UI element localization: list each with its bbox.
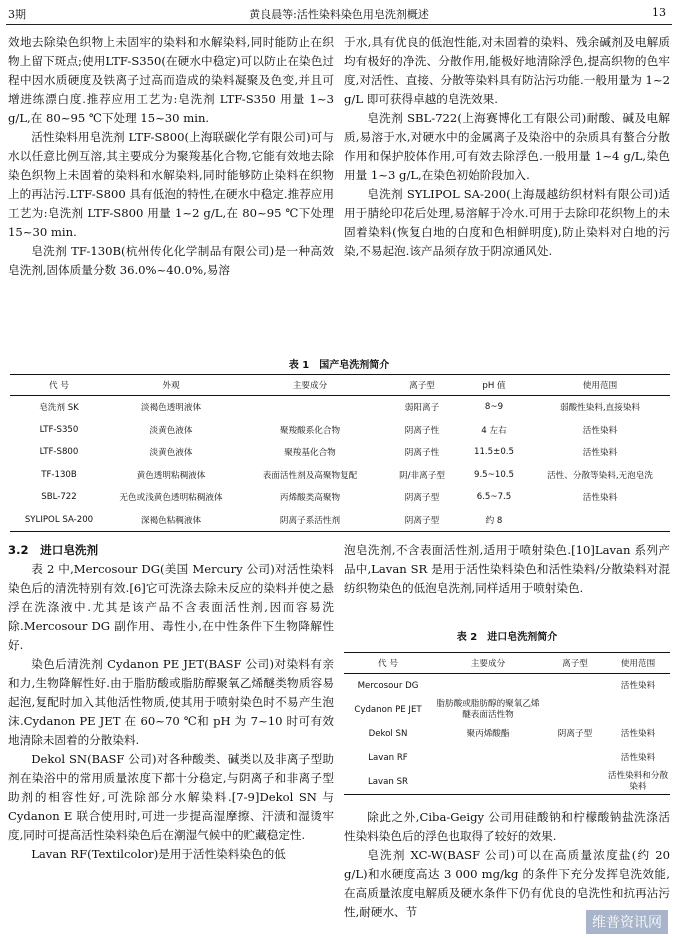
table-cell xyxy=(544,674,606,699)
table-cell: 丙烯酸类高聚物 xyxy=(279,493,341,504)
table-cell: Mercosour DG xyxy=(357,680,419,691)
watermark: 维普资讯网 xyxy=(586,910,668,934)
section-heading: 3.2 进口皂洗剂 xyxy=(8,543,99,557)
table-header: 主要成分 xyxy=(432,653,544,674)
table-cell: 阴离子系活性剂 xyxy=(279,515,341,526)
table-header: 代 号 xyxy=(344,653,432,674)
table-cell: 聚羧基化合物 xyxy=(284,448,336,459)
table-cell: 活性染料 xyxy=(582,493,618,504)
table-cell: 无色或浅黄色透明粘稠液体 xyxy=(119,493,223,504)
left-column-top xyxy=(8,33,334,280)
table-cell: 11.5±0.5 xyxy=(473,447,514,458)
table-row xyxy=(344,722,670,746)
table1-caption: 表 1 国产皂洗剂简介 xyxy=(288,360,390,371)
table-header-row xyxy=(344,653,670,674)
table-cell: 弱阳离子 xyxy=(404,403,440,414)
header-divider xyxy=(6,24,672,25)
table-header: 外观 xyxy=(108,375,234,396)
table-cell: 阴/非离子型 xyxy=(399,470,445,481)
right-column-top xyxy=(344,33,670,261)
table-cell: 约 8 xyxy=(485,515,503,526)
right-column-bottom xyxy=(344,808,670,922)
table-cell: 8~9 xyxy=(484,402,504,413)
table1 xyxy=(10,374,670,532)
paragraph: 皂洗剂 TF-130B(杭州传化化学制品有限公司)是一种高效皂洗剂,固体质量分数 36.0%~40.0%,易溶 xyxy=(8,244,334,277)
table-cell: 淡褐色透明液体 xyxy=(140,403,202,414)
table-cell: 阴离子性 xyxy=(404,425,440,436)
table-cell xyxy=(234,396,386,419)
table-cell: 活性染料 xyxy=(620,680,656,691)
table2-caption: 表 2 进口皂洗剂简介 xyxy=(456,632,558,643)
table-cell: 阴离子型 xyxy=(557,728,593,739)
table-cell: 深褐色粘稠液体 xyxy=(140,515,202,526)
table-cell: 阴离子型 xyxy=(404,493,440,504)
table-cell: 活性染料 xyxy=(582,448,618,459)
table-cell: Dekol SN xyxy=(368,728,408,739)
table-row xyxy=(10,486,670,509)
table-row xyxy=(344,674,670,699)
table-cell: 聚丙烯酸酯 xyxy=(466,728,510,739)
table-cell: 脂肪酸或脂肪醇的聚氧乙烯醚表面活性物 xyxy=(436,699,540,720)
table-row xyxy=(344,770,670,795)
left-column-bottom xyxy=(8,541,334,864)
right-column-middle xyxy=(344,541,670,598)
table-cell: 黄色透明粘稠液体 xyxy=(136,470,206,481)
running-header xyxy=(8,4,670,22)
table2 xyxy=(344,652,670,795)
table-cell: 活性染料 xyxy=(582,425,618,436)
paragraph: Dekol SN(BASF 公司)对各种酸类、碱类以及非离子型助剂在染浴中的常用质量浓度下都十分稳定,与阴离子和非离子型助剂的相容性好,可洗除部分水解染料.[7-9]Dekol SN 与 Cydanon E 联合使用时,可进一步提高湿摩擦、汗渍和湿烫牢度,同时可提高活性染料染色后在潮湿气候中的贮藏稳定性. xyxy=(8,752,334,842)
table-cell: Lavan SR xyxy=(367,776,408,787)
table-cell: Cydanon PE JET xyxy=(354,704,422,715)
table-cell: 阴离子型 xyxy=(404,515,440,526)
table-row xyxy=(10,441,670,464)
table-cell xyxy=(544,698,606,722)
table-row xyxy=(344,746,670,770)
table-cell: 9.5~10.5 xyxy=(473,469,514,480)
table-cell: 皂洗剂 SK xyxy=(39,403,79,414)
table-cell xyxy=(432,746,544,770)
paragraph: 除此之外,Ciba-Geigy 公司用硅酸钠和柠檬酸钠盐洗涤活性染料染色后的浮色也取得了较好的效果. xyxy=(344,810,670,843)
running-title: 黄良晨等:活性染料染色用皂洗剂概述 xyxy=(249,8,429,21)
table-row xyxy=(10,509,670,532)
paragraph: 泡皂洗剂,不含表面活性剂,适用于喷射染色.[10]Lavan 系列产品中,Lavan SR 是用于活性染料染色和活性染料/分散染料对混纺织物染色的低泡皂洗剂,同样适用于喷射染色. xyxy=(344,543,670,595)
table-cell xyxy=(606,698,670,722)
table-cell: 淡黄色液体 xyxy=(149,448,193,459)
table-header: 使用范围 xyxy=(606,653,670,674)
paragraph: 于水,具有优良的低泡性能,对未固着的染料、残余碱剂及电解质均有极好的净洗、分散作用,能极好地清除浮色,提高织物的色牢度,对活性、直接、分散等染料具有防沾污功能.一般用量为 1~2 g/L 即可获得卓越的皂洗效果. xyxy=(344,35,670,106)
table-cell: 活性、分散等染料,无泡皂洗 xyxy=(547,470,653,481)
table-header: 主要成分 xyxy=(234,375,386,396)
paragraph: 皂洗剂 XC-W(BASF 公司)可以在高质量浓度盐(约 20 g/L)和水硬度高达 3 000 mg/kg 的条件下充分发挥皂洗效能,在高质量浓度电解质及硬水条件下仍有优良的皂洗性和抗再沾污性,耐硬水、节 xyxy=(344,848,670,919)
table-row xyxy=(10,419,670,442)
table-cell: 活性染料 xyxy=(620,752,656,763)
table-cell: 阴离子性 xyxy=(404,448,440,459)
table-cell: 活性染料和分散染料 xyxy=(607,771,669,792)
table-row xyxy=(10,464,670,487)
table-cell: TF-130B xyxy=(41,469,77,480)
table-cell: LTF-S350 xyxy=(39,424,79,435)
table-cell: SBL-722 xyxy=(41,492,77,503)
table-cell xyxy=(544,746,606,770)
table-cell: Lavan RF xyxy=(368,752,408,763)
table-cell xyxy=(530,509,670,532)
issue-number: 3期 xyxy=(8,8,26,21)
paragraph: 活性染料用皂洗剂 LTF-S800(上海联碳化学有限公司)可与水以任意比例互溶,其主要成分为聚羧基化合物,它能有效地去除染色织物上未固着的染料和水解染料,同时能够防止染料在织物上的再沾污.LTF-S800 具有低泡的特性,在硬水中稳定.推荐应用工艺为:皂洗剂 LTF-S800 用量 1~2 g/L,在 80~95 ℃下处理 15~30 min. xyxy=(8,130,334,239)
table-header-row xyxy=(10,375,670,396)
paragraph: 表 2 中,Mercosour DG(美国 Mercury 公司)对活性染料染色后的清洗特别有效.[6]它可洗涤去除未反应的染料并使之悬浮在洗涤液中.尤其是该产品不含表面活性剂,因而容易洗除.Mercosour DG 副作用、毒性小,在中性条件下生物降解性好. xyxy=(8,562,334,652)
page-number: 13 xyxy=(652,6,666,19)
table-cell: LTF-S800 xyxy=(39,447,79,458)
table-cell xyxy=(432,770,544,795)
paragraph: 皂洗剂 SBL-722(上海赛博化工有限公司)耐酸、碱及电解质,易溶于水,对硬水中的金属离子及染浴中的杂质具有螯合分散作用和保护胶体作用,可有效去除浮色.一般用量 1~4 g/L,染色用量 1~3 g/L,在染色初始阶段加入. xyxy=(344,111,670,182)
table-header: 离子型 xyxy=(544,653,606,674)
table-cell xyxy=(544,770,606,795)
paragraph: 皂洗剂 SYLIPOL SA-200(上海晟越纺织材料有限公司)适用于腈纶印花后处理,易溶解于冷水.可用于去除印花织物上的未固着染料(恢复白地的白度和色相鲜明度),防止染料对白地的污染,不易起泡.该产品须存放于阴凉通风处. xyxy=(344,187,670,258)
table-cell: 聚羧酸系化合物 xyxy=(279,425,341,436)
paragraph: 染色后清洗剂 Cydanon PE JET(BASF 公司)对染料有亲和力,生物降解性好.由于脂肪酸或脂肪醇聚氧乙烯醚类物质容易起泡,复配时加入其他活性物质,使其用于喷射染色时不易产生泡沫.Cydanon PE JET 在 60~70 ℃和 pH 为 7~10 时可有效地清除未固着的分散染料. xyxy=(8,657,334,747)
table-cell: 6.5~7.5 xyxy=(476,492,512,503)
table-row xyxy=(10,396,670,419)
table-header: 使用范围 xyxy=(530,375,670,396)
table-cell: SYLIPOL SA-200 xyxy=(24,514,94,525)
table-cell: 表面活性剂及高聚物复配 xyxy=(262,470,358,481)
paragraph: Lavan RF(Textilcolor)是用于活性染料染色的低 xyxy=(31,847,286,861)
table-cell: 4 左右 xyxy=(481,425,507,436)
table-header: pH 值 xyxy=(458,375,530,396)
table-cell: 淡黄色液体 xyxy=(149,425,193,436)
paragraph: 效地去除染色织物上未固牢的染料和水解染料,同时能防止在织物上留下斑点;使用LTF-S350(在硬水中稳定)可以防止在染色过程中因水质硬度及铁离子过高而造成的染料凝聚及色变,并且可增进练漂白度.推荐应用工艺为:皂洗剂 LTF-S350 用量 1~3 g/L,在 80~95 ℃下处理 15~30 min. xyxy=(8,35,334,125)
table-header: 代 号 xyxy=(10,375,108,396)
table-cell: 弱酸性染料,直接染料 xyxy=(559,403,641,414)
table-cell xyxy=(432,674,544,699)
table-row xyxy=(344,698,670,722)
table-cell: 活性染料 xyxy=(620,728,656,739)
table-header: 离子型 xyxy=(386,375,458,396)
